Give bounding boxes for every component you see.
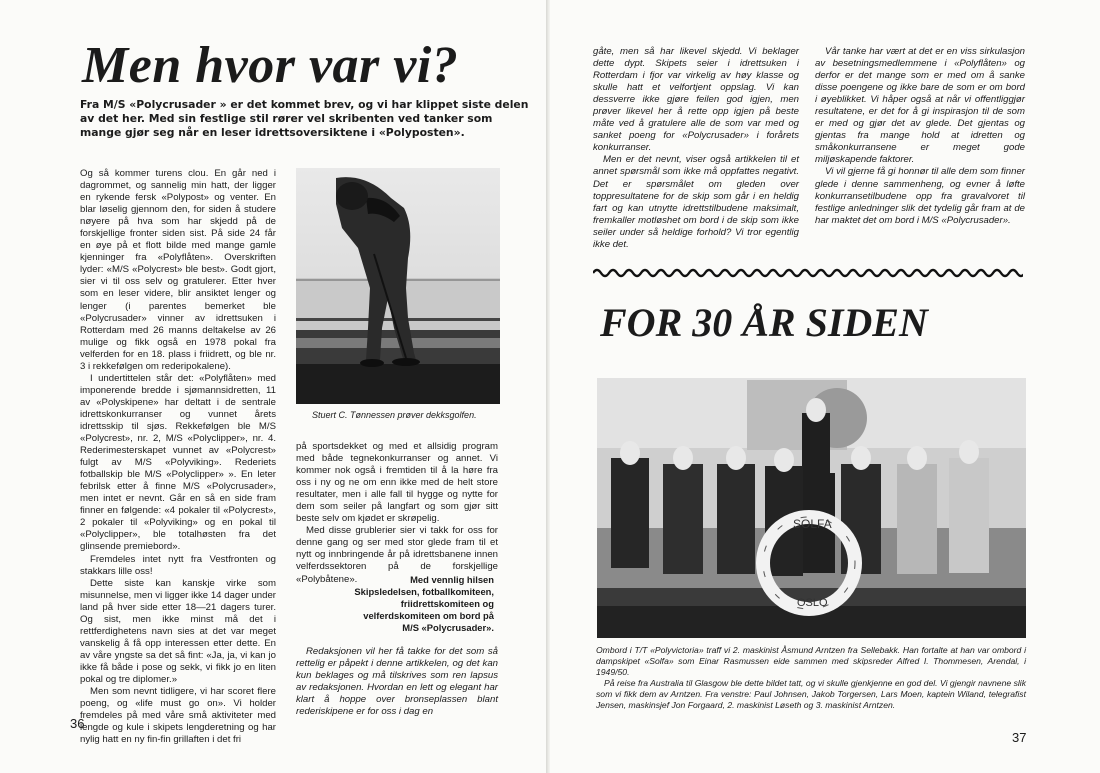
deck-golf-photo: [296, 168, 500, 404]
page-number: 36: [70, 716, 85, 731]
colB-paragraph: Vi vil gjerne få gi honnør til alle dem som finner glede i denne sammenheng, og evner å løfte konkurransetilbudene opp fra gravalvoret til festlige anledninger slik det tydelig går fram at de har maktet det om bord i M/S «Polycrusader».: [815, 166, 1025, 226]
signature-line: friidrettskomiteen og: [400, 598, 494, 609]
photo-caption: Stuert C. Tønnessen prøver dekksgolfen.: [312, 410, 477, 420]
col1-paragraph: I undertittelen står det: «Polyflåten» med imponerende bredde i sjømannsidretten, 11 av «Polyskipene» har deltatt i de sentrale idrettskonkurranser og vunnet årets idrettsskip til sjøs. Rekkefølgen ble M/S «Polycrest», nr. 2, M/S «Polyclipper», nr. 4. Rederimesterskapet vunnet av «Polycrest» fulgt av M/S «Polyviking». Rederiets fotballskip ble M/S «Polyclipper» ». En leter febrilsk etter å finne M/S «Polycrusader», men intet er nevnt. Går en så en side fram finner en følgende: «4 pokaler til «Polycrest», 2 pokaler til «Polyviking» og en pokal til «Polyclipper», ble totalhøsten fra det glinsende premiebord».: [80, 372, 276, 553]
right-column-1: [593, 46, 799, 251]
signature-line: M/S «Polycrusader».: [402, 622, 494, 633]
wavy-divider: [593, 266, 1023, 280]
caption-paragraph: På reise fra Australia til Glasgow ble dette bildet tatt, og vi skulle gjenkjenne en god del. Vi gjengir navnene slik som vi fikk dem av Arntzen. Fra venstre: Paul Johnsen, Jakob Torgersen, Lars Moen, kaptein Wiland, telegrafist Jensen, maskinsjef Jon Forgaard, 2. maskinist Løseth og 3. maskinist Arntzen.: [596, 678, 1026, 710]
article-headline: Men hvor var vi?: [82, 37, 459, 94]
signature-line: velferdskomiteen om bord på: [363, 610, 494, 621]
lifebuoy-label-top: SOLFA: [793, 517, 832, 531]
col1-paragraph: Og så kommer turens clou. En går ned i dagrommet, og sannelig min hatt, der ligger en rykende fersk «Polypost» og venter. En blar løselig gjennom den, for siden å studere nøyere på hva som har skjedd på de forskjellige fronter siden sist. På side 24 får en øye på et flott bilde med mange gamle kjenninger fra «Polyflåten». Overskriften lyder: «M/S «Polycrest» ble best». Godt gjort, sier vi til oss selv og gratulerer. Etter hver som en leser videre, blir ansiktet lenger og lenger (i parentes bemerket ble «Polycrusader» vinner av idrettsuken i Rotterdam med 26 manns deltakelse av 26 mulige og fikk også en 1978 pokal fra velferden for en 18. plass i friidrett, og ble nr. 3 i rekkefølgen om rederipokalene).: [80, 168, 276, 372]
col1-paragraph: Dette siste kan kanskje virke som misunnelse, men vi ligger ikke 14 dager under land på hver side etter 18—21 dagers turer. Og sist, men ikke minst må det i rettferdighetens navn sies at det var meget vanskelig å få opp interessen etter dette. En av våre yngste sa det så fint: «Ja, ja, vi kan jo ikke få både i pose og sekk, vi fikk jo en liten pokal og tre diplomer.»: [80, 577, 276, 685]
crew-photo-caption: [596, 645, 1026, 711]
col2-paragraph: på sportsdekket og med et allsidig program med både tegnekonkurranser og annet. Vi kommer nok også i fremtiden til å la høre fra oss i ny og ne om enn ikke med de helt store resultater, men i alle fall til hygge og nytte for dem som seiler på langfart og som gjør sitt beste selv om kjødet er skrøpelig.: [296, 441, 498, 525]
signature-block: [296, 574, 494, 634]
colB-paragraph: Vår tanke har vært at det er en viss sirkulasjon av besetningsmedlemmene i «Polyflåten» og derfor er det mange som er med om å sanke disse poengene og ikke bare de som er om bord i øyeblikket. Vi håper også at når vi offentliggjør resultatene, er det for å gi inspirasjon til de som er med og gjør det av glede. Det gjentas og gjentas fra mange hold at idretten og småkonkurransene er meget gode miljøskapende faktorer.: [815, 46, 1025, 166]
article-intro: Fra M/S «Polycrusader » er det kommet brev, og vi har klippet siste delen av det her. Med sin festlige stil rører vel skribenten ved tanker som mange gjør seg når en leser idrettsoversiktene i «Polyposten».: [80, 98, 529, 139]
signature-line: Skipsledelsen, fotballkomiteen,: [354, 586, 494, 597]
col2-paragraph: Med disse grublerier sier vi takk for oss for denne gang og ser med stor glede fram til et nytt og innbringende år på idrettsbanene innen velferdssektoren på de forskjellige «Polybåtene».: [296, 525, 498, 585]
col1-paragraph: Men som nevnt tidligere, vi har scoret flere poeng, og «life must go on». Vi holder fremdeles på med våre små aktiviteter med lengde og kule i skipets lengderetning og har nylig hatt en ny fin-fin grillaften i det fri: [80, 686, 276, 746]
caption-paragraph: Ombord i T/T «Polyvictoria» traff vi 2. maskinist Åsmund Arntzen fra Sellebakk. Han fortalte at han var ombord i dampskipet «Solfa» som Einar Rasmussen eide sammen med skipsreder Alfred I. Thommesen, Arendal, i 1949/50.: [596, 645, 1026, 677]
left-column-1: [80, 168, 276, 746]
colA-paragraph: Men er det nevnt, viser også artikkelen til et annet spørsmål som ikke må oppfattes negativt. Det er spørsmålet om gleden over toppresultatene for de skip som går i en heldig fart og kan utnytte idrettstilbudene maksimalt, fremkaller motløshet om bord i de skip som ikke seiler under så heldige forhold? Vi tror egentlig ikke det.: [593, 154, 799, 250]
lifebuoy-label-bottom: OSLO: [797, 597, 828, 609]
colA-paragraph: gåte, men så har likevel skjedd. Vi beklager dette dypt. Skipets seier i idrettsuken i Rotterdam i fjor var virkelig av høy klasse og skulle hatt et velfortjent oppslag. Vi kan dessverre ikke gjøre feilen god igjen, men prøver likevel her å rette opp igjen på beste måte ved å gratulere alle de som var med og sanket poeng for «Polycrusader» i forårets konkurranser.: [593, 46, 799, 154]
right-column-2: [815, 46, 1025, 227]
page-number-right: 37: [1012, 730, 1027, 745]
section-headline: FOR 30 ÅR SIDEN: [600, 300, 928, 345]
left-column-2: [296, 441, 498, 586]
crew-photo: [597, 378, 1026, 638]
col1-paragraph: Fremdeles intet nytt fra Vestfronten og stakkars lille oss!: [80, 553, 276, 577]
signature-line: Med vennlig hilsen: [410, 574, 494, 585]
editorial-note: Redaksjonen vil her få takke for det som så rettelig er påpekt i denne artikkelen, og det kan kun beklages og må tilskrives som ren lapsus av redaksjonen. Hvordan en lett og elegant har klart å hoppe over bronseplassen blant rederiskipene er for oss i dag en: [296, 646, 498, 718]
